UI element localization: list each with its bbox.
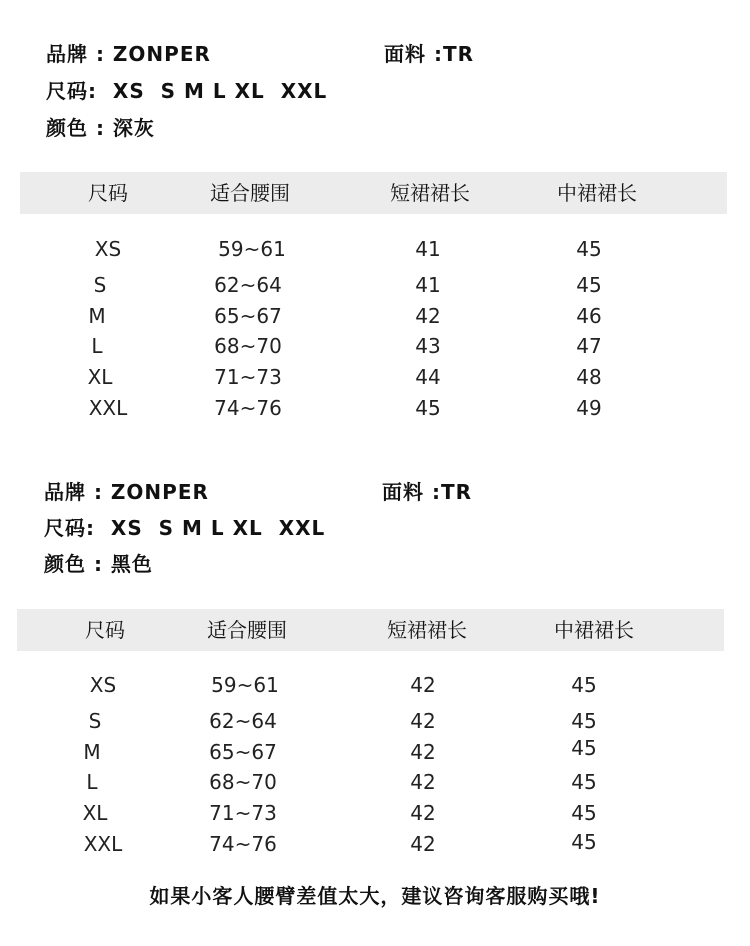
- cell-size: S: [88, 709, 102, 733]
- table-row: [17, 670, 724, 700]
- header-mid-length: 中裙裙长: [554, 618, 634, 642]
- fabric-label: 面料 :TR: [382, 480, 473, 504]
- cell-short-length: 41: [415, 273, 441, 297]
- cell-waist: 71~73: [214, 365, 282, 389]
- cell-mid-length: 45: [571, 736, 597, 760]
- cell-size: M: [83, 740, 101, 764]
- cell-mid-length: 48: [576, 365, 602, 389]
- brand-label: 品牌 : ZONPER: [44, 480, 209, 504]
- cell-short-length: 42: [410, 673, 436, 697]
- cell-mid-length: 45: [576, 273, 602, 297]
- footer-note: 如果小客人腰臂差值太大，建议咨询客服购买哦!: [149, 884, 601, 908]
- cell-waist: 71~73: [209, 801, 277, 825]
- table-row: [17, 706, 724, 736]
- cell-short-length: 42: [410, 801, 436, 825]
- table-row: [20, 301, 727, 331]
- cell-short-length: 42: [410, 709, 436, 733]
- cell-size: XXL: [83, 832, 123, 856]
- cell-short-length: 42: [410, 740, 436, 764]
- cell-size: XS: [94, 237, 122, 261]
- cell-short-length: 44: [415, 365, 441, 389]
- table-row: [20, 270, 727, 300]
- table-row: [20, 234, 727, 264]
- cell-size: M: [88, 304, 106, 328]
- cell-waist: 74~76: [214, 396, 282, 420]
- cell-size: L: [91, 334, 103, 358]
- header-size: 尺码: [88, 181, 128, 205]
- cell-short-length: 42: [410, 770, 436, 794]
- header-mid-length: 中裙裙长: [557, 181, 637, 205]
- table-row: [17, 767, 724, 797]
- sizes-label: 尺码: XS S M L XL XXL: [46, 79, 328, 103]
- color-label: 颜色 : 深灰: [46, 116, 155, 140]
- cell-mid-length: 46: [576, 304, 602, 328]
- header-short-length: 短裙裙长: [390, 181, 470, 205]
- header-size: 尺码: [85, 618, 125, 642]
- cell-mid-length: 45: [571, 770, 597, 794]
- table-header: [17, 609, 724, 651]
- color-label: 颜色 : 黑色: [44, 552, 153, 576]
- header-waist: 适合腰围: [210, 181, 290, 205]
- table-row: [17, 829, 724, 859]
- header-waist: 适合腰围: [207, 618, 287, 642]
- cell-size: XS: [89, 673, 117, 697]
- cell-size: XL: [87, 365, 113, 389]
- cell-short-length: 41: [415, 237, 441, 261]
- cell-mid-length: 47: [576, 334, 602, 358]
- brand-label: 品牌 : ZONPER: [46, 42, 211, 66]
- cell-waist: 74~76: [209, 832, 277, 856]
- cell-mid-length: 45: [571, 801, 597, 825]
- cell-size: XXL: [88, 396, 128, 420]
- cell-short-length: 42: [415, 304, 441, 328]
- cell-waist: 62~64: [214, 273, 282, 297]
- table-row: [20, 331, 727, 361]
- cell-mid-length: 49: [576, 396, 602, 420]
- cell-mid-length: 45: [576, 237, 602, 261]
- cell-waist: 68~70: [209, 770, 277, 794]
- cell-waist: 68~70: [214, 334, 282, 358]
- cell-waist: 59~61: [211, 673, 279, 697]
- cell-waist: 65~67: [209, 740, 277, 764]
- cell-short-length: 42: [410, 832, 436, 856]
- cell-mid-length: 45: [571, 830, 597, 854]
- cell-mid-length: 45: [571, 673, 597, 697]
- table-row: [17, 798, 724, 828]
- table-row: [20, 393, 727, 423]
- table-header: [20, 172, 727, 214]
- table-row: [17, 737, 724, 767]
- cell-size: XL: [82, 801, 108, 825]
- cell-size: S: [93, 273, 107, 297]
- fabric-label: 面料 :TR: [384, 42, 475, 66]
- sizes-label: 尺码: XS S M L XL XXL: [44, 516, 326, 540]
- cell-waist: 65~67: [214, 304, 282, 328]
- cell-size: L: [86, 770, 98, 794]
- header-short-length: 短裙裙长: [387, 618, 467, 642]
- cell-waist: 62~64: [209, 709, 277, 733]
- cell-short-length: 45: [415, 396, 441, 420]
- cell-waist: 59~61: [218, 237, 286, 261]
- table-row: [20, 362, 727, 392]
- cell-short-length: 43: [415, 334, 441, 358]
- cell-mid-length: 45: [571, 709, 597, 733]
